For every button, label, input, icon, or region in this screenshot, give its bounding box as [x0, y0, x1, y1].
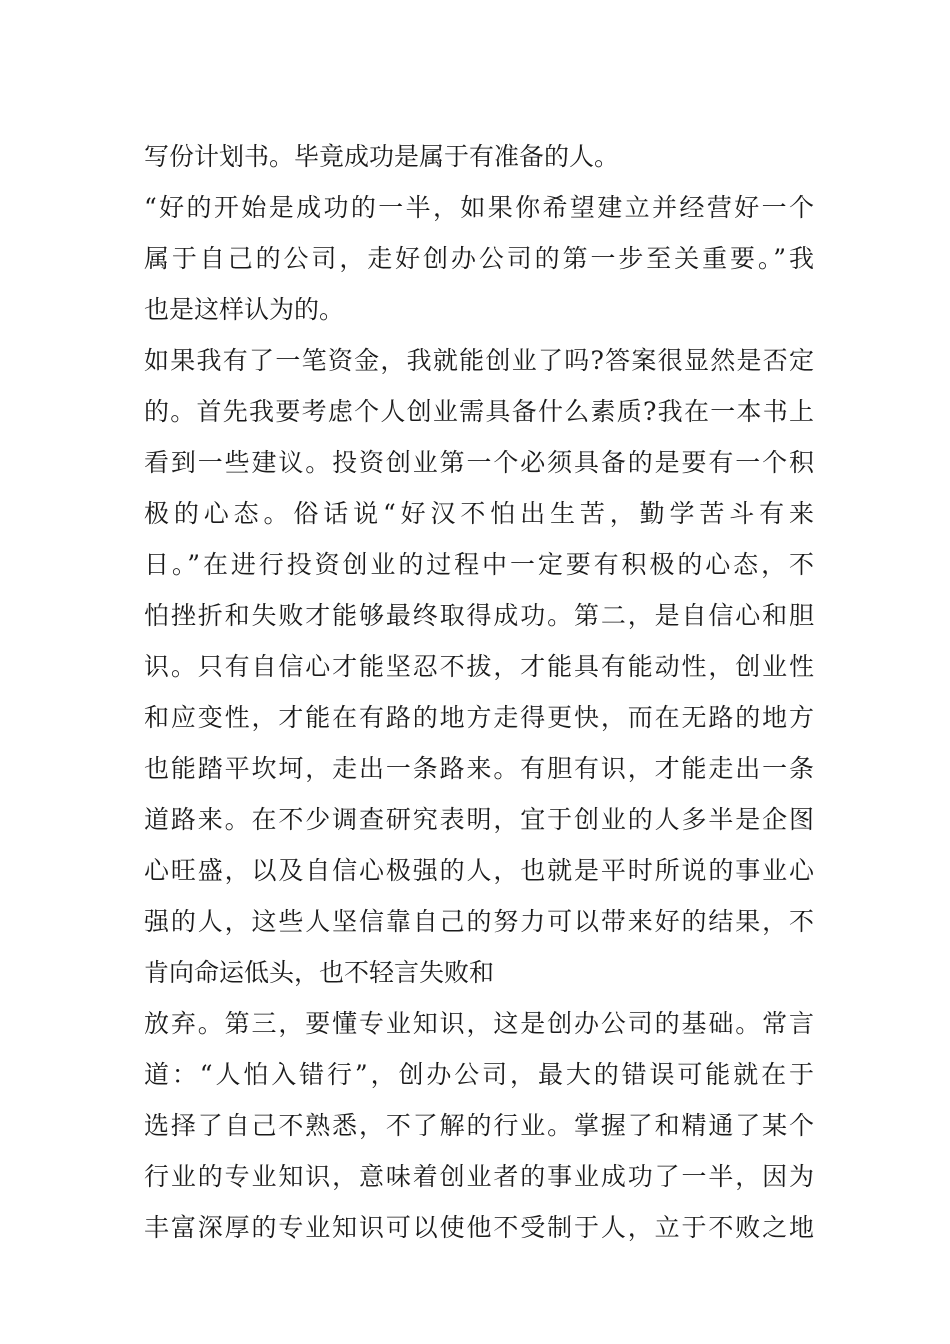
text-line: 看到一些建议。投资创业第一个必须具备的是要有一个积 — [144, 448, 814, 477]
text-line: 丰富深厚的专业知识可以使他不受制于人，立于不败之地 — [144, 1213, 814, 1242]
text-line: 肯向命运低头，也不轻言失败和 — [144, 958, 495, 987]
text-line: 和应变性，才能在有路的地方走得更快，而在无路的地方 — [144, 703, 814, 732]
text-line: 强的人，这些人坚信靠自己的努力可以带来好的结果，不 — [144, 907, 814, 936]
text-line: 日。”在进行投资创业的过程中一定要有积极的心态，不 — [144, 550, 814, 579]
text-line: “好的开始是成功的一半，如果你希望建立并经营好一个 — [144, 193, 814, 222]
text-line: 放弃。第三，要懂专业知识，这是创办公司的基础。常言 — [144, 1009, 814, 1038]
text-line: 的。首先我要考虑个人创业需具备什么素质?我在一本书上 — [144, 397, 814, 426]
text-line: 也能踏平坎坷，走出一条路来。有胆有识，才能走出一条 — [144, 754, 814, 783]
document-body-text — [144, 131, 814, 1253]
text-line: 选择了自己不熟悉，不了解的行业。掌握了和精通了某个 — [144, 1111, 814, 1140]
text-line: 心旺盛，以及自信心极强的人，也就是平时所说的事业心 — [144, 856, 814, 885]
text-line: 写份计划书。毕竟成功是属于有准备的人。 — [144, 142, 620, 171]
text-line: 道：“人怕入错行”，创办公司，最大的错误可能就在于 — [144, 1060, 814, 1089]
text-line: 极的心态。俗话说“好汉不怕出生苦，勤学苦斗有来 — [144, 499, 814, 528]
text-line: 道路来。在不少调查研究表明，宜于创业的人多半是企图 — [144, 805, 814, 834]
text-line: 也是这样认为的。 — [144, 295, 345, 324]
text-line: 怕挫折和失败才能够最终取得成功。第二，是自信心和胆 — [144, 601, 814, 630]
text-line: 行业的专业知识，意味着创业者的事业成功了一半，因为 — [144, 1162, 814, 1191]
text-line: 如果我有了一笔资金，我就能创业了吗?答案很显然是否定 — [144, 346, 814, 375]
text-line: 属于自己的公司，走好创办公司的第一步至关重要。”我 — [144, 244, 814, 273]
text-line: 识。只有自信心才能坚忍不拔，才能具有能动性，创业性 — [144, 652, 814, 681]
